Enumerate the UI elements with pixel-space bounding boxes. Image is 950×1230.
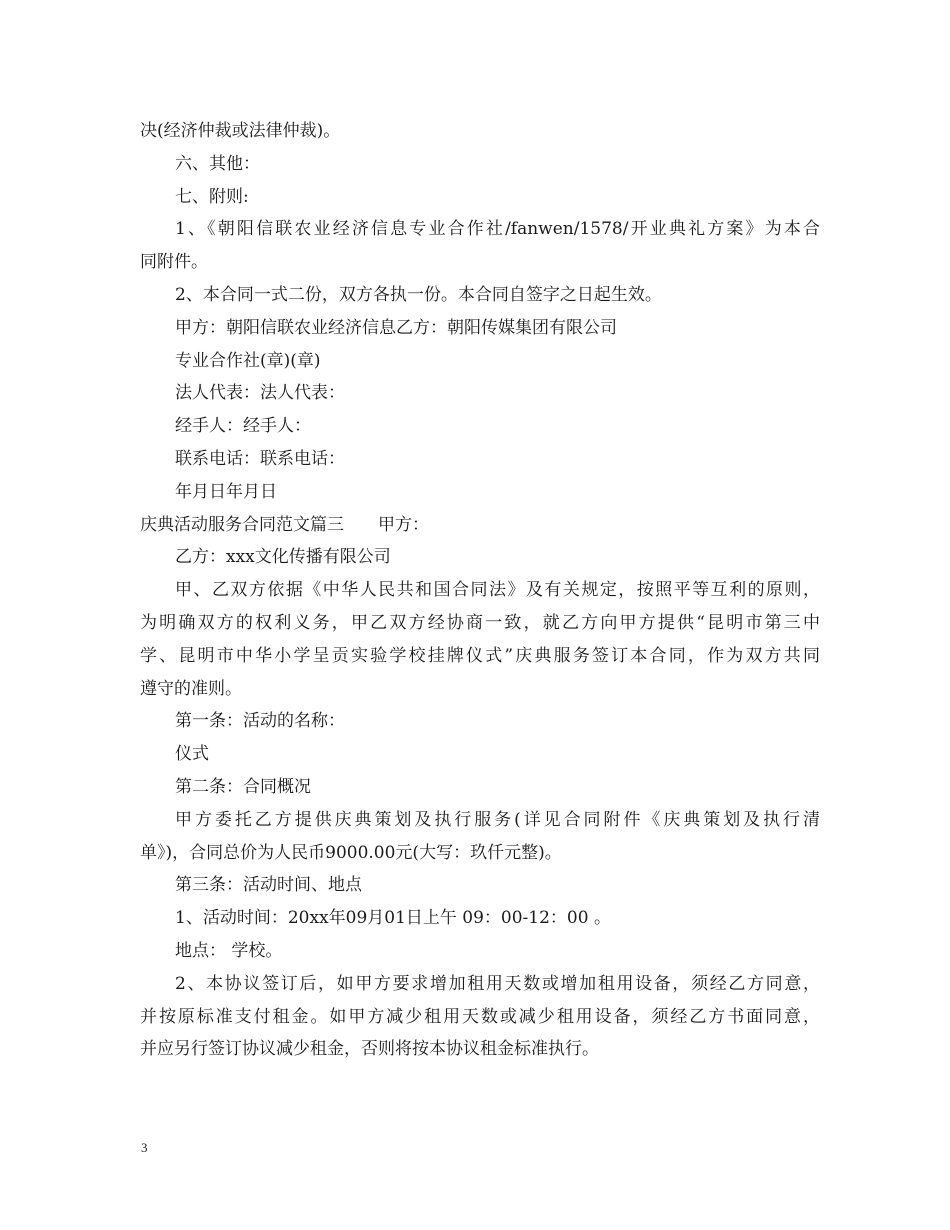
text-line: 甲方委托乙方提供庆典策划及执行服务(详见合同附件《庆典策划及执行清 xyxy=(175,809,820,830)
text-line: 2、本合同一式二份，双方各执一份。本合同自签字之日起生效。 xyxy=(175,284,662,305)
section-title: 庆典活动服务合同范文篇三 xyxy=(140,514,344,535)
text-line: 并应另行签订协议减少租金，否则将按本协议租金标准执行。 xyxy=(140,1039,599,1060)
section-heading: 七、附则: xyxy=(175,186,249,207)
document-body xyxy=(140,115,820,1066)
text-line: 并按原标准支付租金。如甲方减少租用天数或减少租用设备，须经乙方书面同意， xyxy=(140,1006,820,1027)
signature-line: 法人代表：法人代表： xyxy=(175,383,345,404)
page-number: 3 xyxy=(141,1140,148,1155)
text-line: 决(经济仲裁或法律仲裁)。 xyxy=(140,121,341,141)
clause-heading: 第二条：合同概况 xyxy=(175,776,311,797)
clause-heading: 第三条：活动时间、地点 xyxy=(175,875,362,896)
text-line: 2、本协议签订后，如甲方要求增加租用天数或增加租用设备，须经乙方同意， xyxy=(175,973,820,994)
party-line: 甲方：朝阳信联农业经济信息乙方：朝阳传媒集团有限公司 xyxy=(175,317,617,338)
text-line: 1、《朝阳信联农业经济信息专业合作社/fanwen/1578/开业典礼方案》为本合 xyxy=(175,219,820,240)
text-line: 同附件。 xyxy=(140,252,208,273)
text-line: 甲、乙双方依据《中华人民共和国合同法》及有关规定，按照平等互利的原则， xyxy=(175,580,820,601)
date-line: 年月日年月日 xyxy=(175,481,277,502)
section-heading: 六、其他： xyxy=(175,153,260,174)
party-line: 乙方：xxx文化传播有限公司 xyxy=(175,547,391,568)
signature-line: 经手人：经手人： xyxy=(175,416,311,437)
text-line: 地点： 学校。 xyxy=(175,940,283,961)
party-line: 专业合作社(章)(章) xyxy=(175,350,321,371)
text-line: 仪式 xyxy=(175,744,209,765)
text-line: 单》)，合同总价为人民币9000.00元(大写：玖仟元整)。 xyxy=(140,842,562,863)
clause-heading: 第一条：活动的名称： xyxy=(175,711,345,732)
text-line: 遵守的准则。 xyxy=(140,678,242,699)
section-title-line xyxy=(140,509,820,542)
text-line: 学、昆明市中华小学呈贡实验学校挂牌仪式”庆典服务签订本合同，作为双方共同 xyxy=(140,645,820,666)
signature-line: 联系电话：联系电话： xyxy=(175,448,345,469)
section-party-label: 甲方： xyxy=(378,514,429,535)
text-line: 1、活动时间：20xx年09月01日上午 09：00-12：00 。 xyxy=(175,908,611,929)
text-line: 为明确双方的权利义务，甲乙双方经协商一致，就乙方向甲方提供“昆明市第三中 xyxy=(140,612,820,633)
